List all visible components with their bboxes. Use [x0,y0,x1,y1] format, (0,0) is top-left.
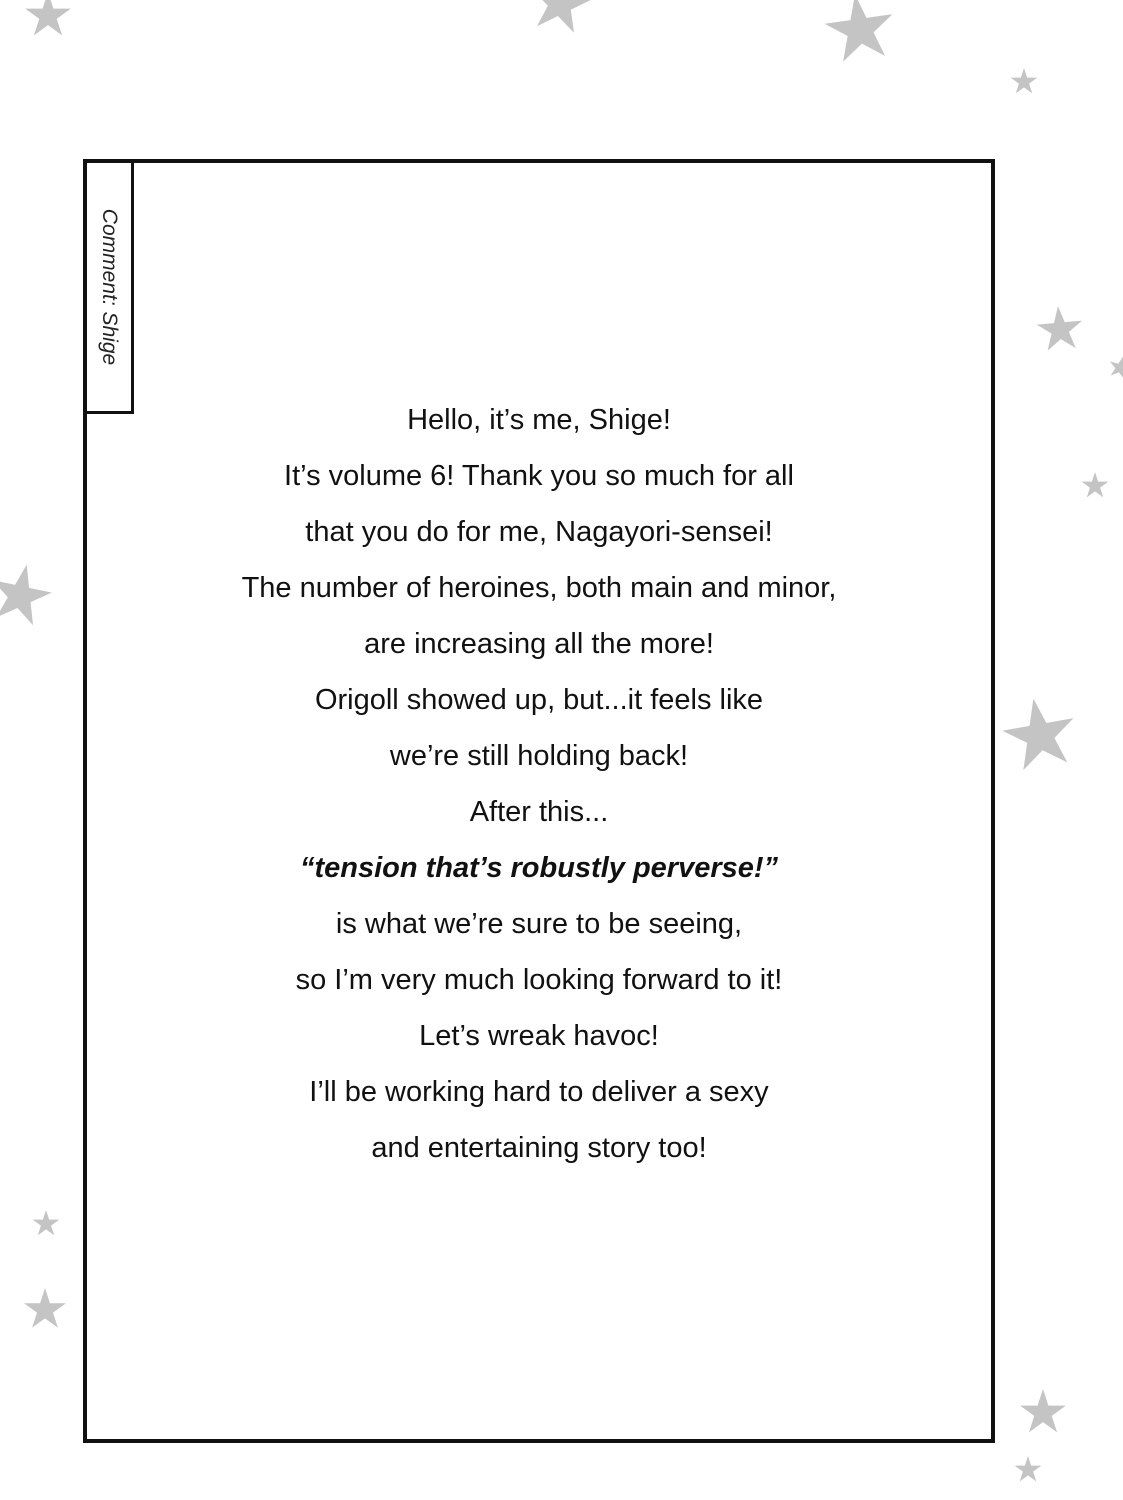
message-line: I’ll be working hard to deliver a sexy [309,1076,769,1108]
star-icon [1011,68,1038,93]
message-line: are increasing all the more! [364,628,714,660]
comment-tab-label: Comment: Shige [98,208,121,366]
message-line: is what we’re sure to be seeing, [335,908,743,940]
star-icon [1106,353,1123,380]
message-line: we’re still holding back! [389,740,689,772]
star-icon [1035,304,1084,351]
star-icon [821,0,898,64]
message-line: It’s volume 6! Thank you so much for all [284,460,794,492]
message-line: and entertaining story too! [371,1132,707,1164]
message-line: Let’s wreak havoc! [419,1020,659,1052]
star-icon [0,558,56,627]
star-icon [1020,1389,1066,1432]
message-line-emphasis: “tension that’s robustly perverse!” [299,852,779,884]
comment-panel [83,159,995,1443]
message-line: The number of heroines, both main and minor, [241,572,837,604]
star-icon [24,1288,66,1328]
star-icon [998,692,1081,772]
comment-tab [87,163,134,414]
message-body [87,392,991,1176]
message-line: so I’m very much looking forward to it! [295,964,783,996]
star-icon [25,0,71,35]
star-icon [33,1210,60,1235]
message-line: that you do for me, Nagayori-sensei! [305,516,773,548]
message-line: Hello, it’s me, Shige! [407,404,671,436]
message-line: After this... [469,796,609,828]
star-icon [526,0,596,35]
star-icon [1082,472,1109,497]
message-line: Origoll showed up, but...it feels like [314,684,764,716]
star-icon [1015,1456,1042,1481]
